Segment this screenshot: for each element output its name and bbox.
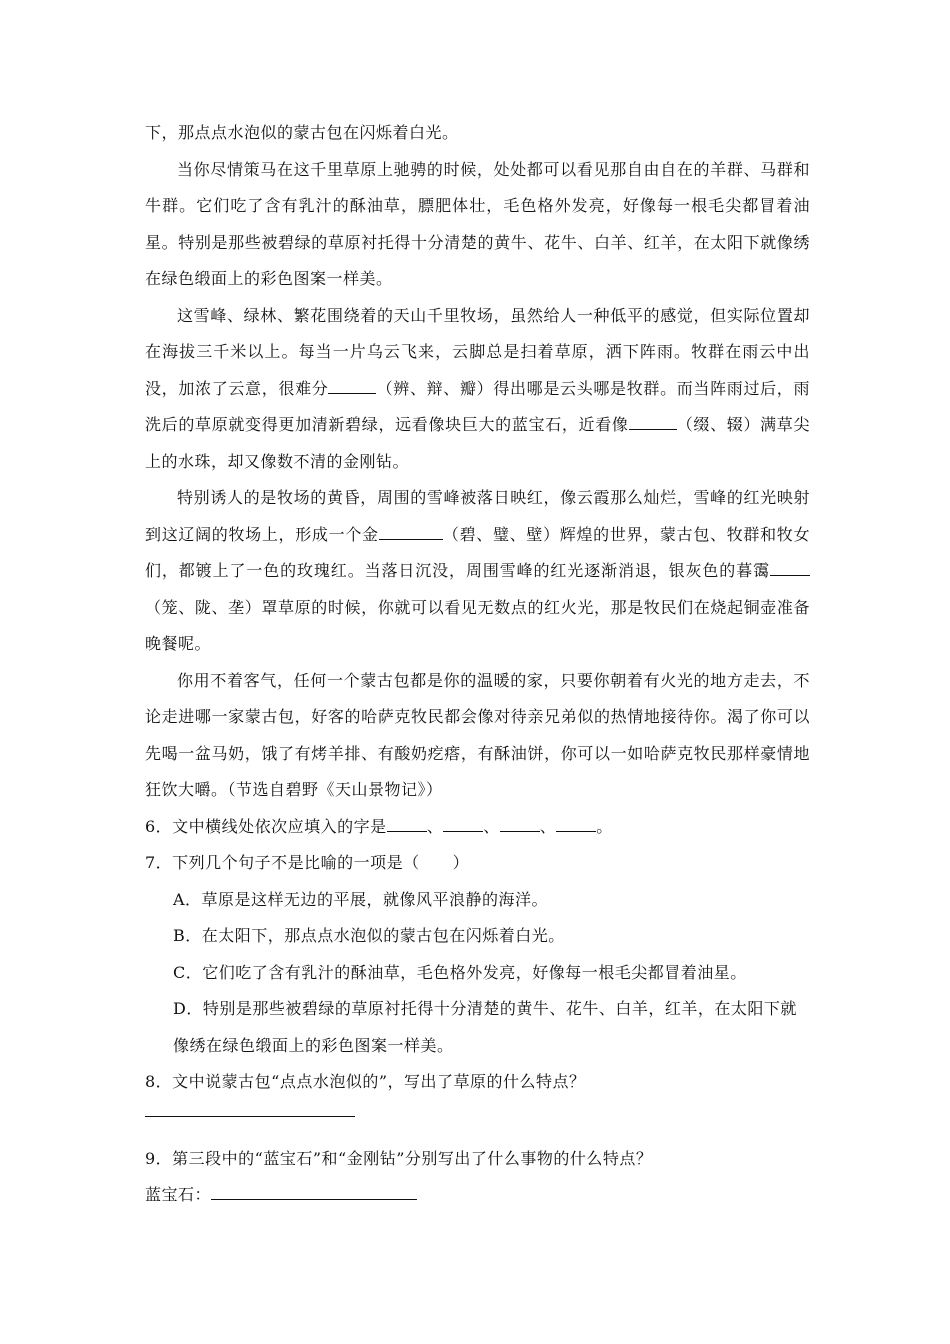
passage-text: （笼、陇、垄）罩草原的时候，你就可以看见无数点的红火光，那是牧民们在烧起铜壶准备晚餐呢。 [145,597,810,653]
passage-text: （辨、辩、瓣）得出哪是云头哪是牧群。而当阵雨过后，雨洗后的草原就变得更加清新碧绿，远看像块巨大的蓝宝石，近看像 [145,378,810,434]
passage-paragraph-4: 你用不着客气，任何一个蒙古包都是你的温暖的家，只要你朝着有火光的地方走去，不论走进哪一家蒙古包，好客的哈萨克牧民都会像对待亲兄弟似的热情地接待你。渴了你可以先喝一盆马奶，饿了有烤羊排、有酸奶疙瘩，有酥油饼，你可以一如哈萨克牧民那样豪情地狂饮大嚼。（节选自碧野《天山景物记》） [145,670,810,799]
passage-text: 特别诱人的是牧场的黄昏，周围的雪峰被落日映红，像云霞那么灿烂，雪峰的红光映射到这辽阔的牧场上，形成一个金 [145,488,810,544]
passage-paragraph-2 [145,298,810,481]
answer-blank-1[interactable] [387,817,427,832]
answer-blank-4[interactable] [556,817,596,832]
question-9: 9．第三段中的“蓝宝石”和“金刚钻”分别写出了什么事物的什么特点？ [145,1148,653,1168]
passage-text: （缀、辍）满草尖上的水珠，却又像数不清的金刚钻。 [145,415,810,471]
passage-paragraph-3 [145,480,810,663]
passage-paragraph-0: 下，那点点水泡似的蒙古包在闪烁着白光。 [145,123,459,142]
answer-line-8[interactable] [145,1115,355,1117]
separator: 、 [426,816,444,836]
exam-page [145,115,810,1214]
end-mark: 。 [596,816,613,836]
answer-line-9[interactable] [211,1185,417,1200]
question-6 [145,809,810,846]
passage-text: （碧、璧、壁）辉煌的世界，蒙古包、牧群和牧女们，都镀上了一色的玫瑰红。当落日沉没，周围雪峰的红光逐渐消退，银灰色的暮霭 [145,524,810,580]
option-a[interactable]: A．草原是这样无边的平展，就像风平浪静的海洋。 [173,889,549,909]
answer-label: 蓝宝石： [145,1185,212,1204]
answer-blank-2[interactable] [443,817,483,832]
separator: 、 [483,816,500,836]
separator: 、 [539,816,557,836]
fill-blank-2[interactable] [629,415,677,430]
question-text: 6．文中横线处依次应填入的字是 [145,816,387,836]
fill-blank-1[interactable] [328,379,376,394]
passage-paragraph-1: 当你尽情策马在这千里草原上驰骋的时候，处处都可以看见那自由自在的羊群、马群和牛群。它们吃了含有乳汁的酥油草，膘肥体壮，毛色格外发亮，好像每一根毛尖都冒着油星。特别是那些被碧绿的草原衬托得十分清楚的黄牛、花牛、白羊、红羊，在太阳下就像绣在绿色缎面上的彩色图案一样美。 [145,159,810,288]
question-8: 8．文中说蒙古包“点点水泡似的”，写出了草原的什么特点？ [145,1072,586,1091]
question-9-answer [145,1177,810,1214]
option-b[interactable]: B．在太阳下，那点点水泡似的蒙古包在闪烁着白光。 [173,926,565,945]
option-d[interactable]: D．特别是那些被碧绿的草原衬托得十分清楚的黄牛、花牛、白羊，红羊，在太阳下就像绣在绿色缎面上的彩色图案一样美。 [173,999,797,1055]
question-7: 7．下列几个句子不是比喻的一项是（ ） [145,853,470,872]
passage-text: 这雪峰、绿林、繁花围绕着的天山千里牧场，虽然给人一种低平的感觉，但实际位置却在海拔三千米以上。每当一片乌云飞来，云脚总是扫着草原，洒下阵雨。牧群在雨云中出没，加浓了云意，很难分 [145,305,810,398]
fill-blank-3[interactable] [379,525,443,540]
answer-blank-3[interactable] [500,817,540,832]
option-c[interactable]: C．它们吃了含有乳汁的酥油草，毛色格外发亮，好像每一根毛尖都冒着油星。 [173,962,747,982]
fill-blank-4[interactable] [770,561,810,576]
